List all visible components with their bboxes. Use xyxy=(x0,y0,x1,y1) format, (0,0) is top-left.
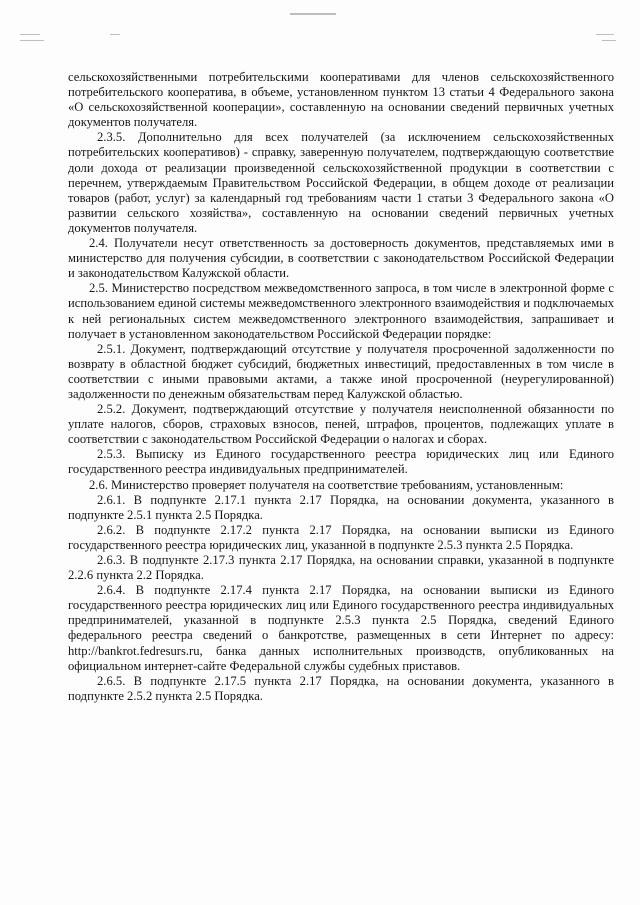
paragraph-2-5-1: 2.5.1. Документ, подтверждающий отсутствие у получателя просроченной задолженности по возврату в областной бюджет субсидий, бюджетных инвестиций, предоставленных в том числе в соответствии с иными правовыми актами, а также иной просроченной (неурегулированной) задолженности по денежным обязательствам перед Калужской областью. xyxy=(68,341,614,401)
paragraph-2-5-2: 2.5.2. Документ, подтверждающий отсутствие у получателя неисполненной обязанности по уплате налогов, сборов, страховых взносов, пеней, штрафов, процентов, подлежащих уплате в соответствии с законодательством Российской Федерации о налогах и сборах. xyxy=(68,402,614,447)
scan-mark-left-3 xyxy=(110,34,120,35)
paragraph-2-4: 2.4. Получатели несут ответственность за достоверность документов, представляемых ими в министерство для получения субсидии, в соответствии с законодательством Российской Федерации и законодательством Калужской области. xyxy=(68,236,614,281)
scan-mark-left-2 xyxy=(20,40,44,41)
scan-mark-top xyxy=(290,13,336,15)
paragraph-2-5-3: 2.5.3. Выписку из Единого государственного реестра юридических лиц или Единого государственного реестра индивидуальных предпринимателей. xyxy=(68,447,614,477)
paragraph-2-5: 2.5. Министерство посредством межведомственного запроса, в том числе в электронной форме с использованием единой системы межведомственного электронного взаимодействия и подключаемых к ней региональных систем межведомственного электронного взаимодействия, запрашивает и получает в установленном законодательством Российской Федерации порядке: xyxy=(68,281,614,341)
paragraph-2-6-1: 2.6.1. В подпункте 2.17.1 пункта 2.17 Порядка, на основании документа, указанного в подпункте 2.5.1 пункта 2.5 Порядка. xyxy=(68,492,614,522)
paragraph-2-6-5: 2.6.5. В подпункте 2.17.5 пункта 2.17 Порядка, на основании документа, указанного в подпункте 2.5.2 пункта 2.5 Порядка. xyxy=(68,673,614,703)
paragraph-2-6-3: 2.6.3. В подпункте 2.17.3 пункта 2.17 Порядка, на основании справки, указанной в подпункте 2.2.6 пункта 2.2 Порядка. xyxy=(68,553,614,583)
scan-mark-right-1 xyxy=(596,34,614,35)
paragraph-2-6-4: 2.6.4. В подпункте 2.17.4 пункта 2.17 Порядка, на основании выписки из Единого государственного реестра юридических лиц или Единого государственного реестра индивидуальных предпринимателей, указанной в подпункте 2.5.3 пункта 2.5 Порядка, сведений Единого федерального реестра сведений о банкротстве, размещенных в сети Интернет по адресу: http://bankrot.fedresurs.ru, банка данных исполнительных производств, опубликованных на официальном интернет-сайте Федеральной службы судебных приставов. xyxy=(68,583,614,673)
paragraph-2-6-2: 2.6.2. В подпункте 2.17.2 пункта 2.17 Порядка, на основании выписки из Единого государственного реестра юридических лиц, указанной в подпункте 2.5.3 пункта 2.5 Порядка. xyxy=(68,522,614,552)
scan-mark-right-2 xyxy=(602,40,616,41)
paragraph-continuation: сельскохозяйственными потребительскими кооперативами для членов сельскохозяйственного потребительского кооператива, в объеме, установленном пунктом 13 статьи 4 Федерального закона «О сельскохозяйственной кооперации», составленную на основании сведений первичных учетных документов получателя. xyxy=(68,70,614,130)
paragraph-2-6: 2.6. Министерство проверяет получателя на соответствие требованиям, установленным: xyxy=(89,477,564,492)
scan-mark-left-1 xyxy=(20,34,40,35)
document-body xyxy=(68,70,614,704)
paragraph-2-3-5: 2.3.5. Дополнительно для всех получателей (за исключением сельскохозяйственных потребительских кооперативов) - справку, заверенную получателем, подтверждающую соответствие доли дохода от реализации произведенной сельскохозяйственной продукции в соответствии с перечнем, утверждаемым Правительством Российской Федерации, в общем доходе от реализации товаров (работ, услуг) за календарный год требованиям части 1 статьи 3 Федерального закона «О развитии сельского хозяйства», составленную на основании сведений первичных учетных документов получателя. xyxy=(68,130,614,235)
